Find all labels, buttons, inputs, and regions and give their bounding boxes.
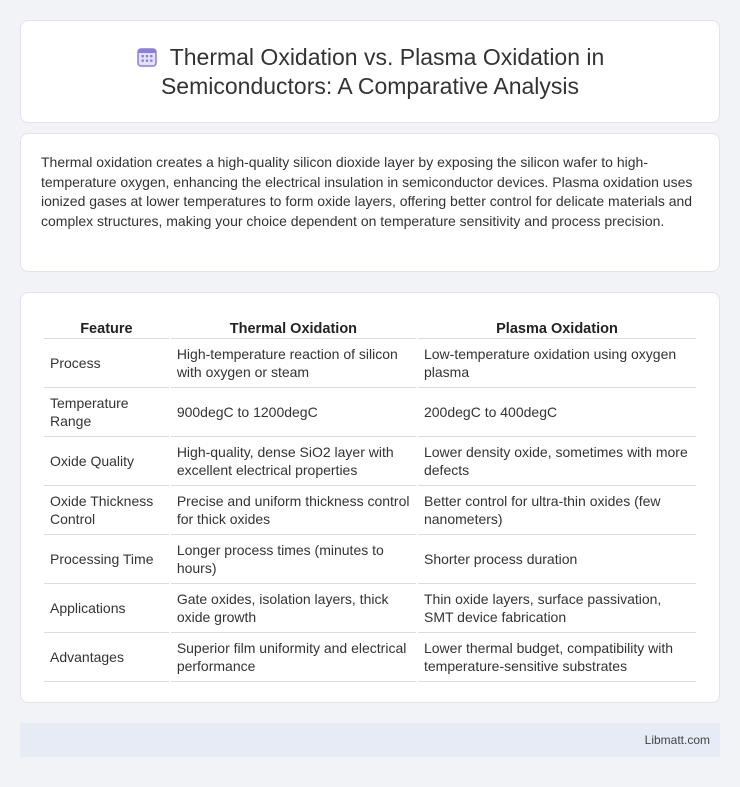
title-card: [20, 20, 720, 123]
header-thermal-oxidation: Thermal Oxidation: [171, 313, 416, 339]
thermal-cell: Superior film uniformity and electrical performance: [171, 633, 416, 682]
plasma-cell: Low-temperature oxidation using oxygen plasma: [418, 339, 696, 388]
comparison-table: [42, 313, 698, 682]
summary-card: [20, 133, 720, 272]
footer: [20, 723, 720, 757]
plasma-cell: Better control for ultra-thin oxides (few nanometers): [418, 486, 696, 535]
feature-cell: Applications: [44, 584, 169, 633]
plasma-cell: Lower density oxide, sometimes with more defects: [418, 437, 696, 486]
table-row: [44, 437, 696, 486]
comparison-table-card: [20, 292, 720, 703]
thermal-cell: High-temperature reaction of silicon with oxygen or steam: [171, 339, 416, 388]
page-title-text: Thermal Oxidation vs. Plasma Oxidation in Semiconductors: A Comparative Analysis: [160, 43, 605, 99]
plasma-cell: Thin oxide layers, surface passivation, SMT device fabrication: [418, 584, 696, 633]
table-row: [44, 339, 696, 388]
thermal-cell: Precise and uniform thickness control for thick oxides: [171, 486, 416, 535]
feature-cell: Oxide Thickness Control: [44, 486, 169, 535]
plasma-cell: Shorter process duration: [418, 535, 696, 584]
plasma-cell: Lower thermal budget, compatibility with temperature-sensitive substrates: [418, 633, 696, 682]
page-title: [51, 43, 689, 101]
thermal-cell: High-quality, dense SiO2 layer with excellent electrical properties: [171, 437, 416, 486]
table-row: [44, 388, 696, 437]
table-row: [44, 535, 696, 584]
header-feature: Feature: [44, 313, 169, 339]
table-header-row: [44, 313, 696, 339]
footer-source-link[interactable]: Libmatt.com: [644, 733, 710, 747]
feature-cell: Oxide Quality: [44, 437, 169, 486]
table-row: [44, 584, 696, 633]
thermal-cell: Gate oxides, isolation layers, thick oxide growth: [171, 584, 416, 633]
feature-cell: Temperature Range: [44, 388, 169, 437]
calendar-grid-icon: [136, 46, 158, 68]
feature-cell: Process: [44, 339, 169, 388]
summary-paragraph: Thermal oxidation creates a high-quality silicon dioxide layer by exposing the silicon wafer to high-temperature oxygen, enhancing the electrical insulation in semiconductor devices. Plasma oxidation uses ionized gases at lower temperatures to form oxide layers, offering better control for delicate materials and complex structures, making your choice dependent on temperature sensitivity and process precision.: [41, 154, 693, 230]
header-plasma-oxidation: Plasma Oxidation: [418, 313, 696, 339]
table-row: [44, 633, 696, 682]
feature-cell: Advantages: [44, 633, 169, 682]
feature-cell: Processing Time: [44, 535, 169, 584]
thermal-cell: 900degC to 1200degC: [171, 388, 416, 437]
plasma-cell: 200degC to 400degC: [418, 388, 696, 437]
thermal-cell: Longer process times (minutes to hours): [171, 535, 416, 584]
table-row: [44, 486, 696, 535]
